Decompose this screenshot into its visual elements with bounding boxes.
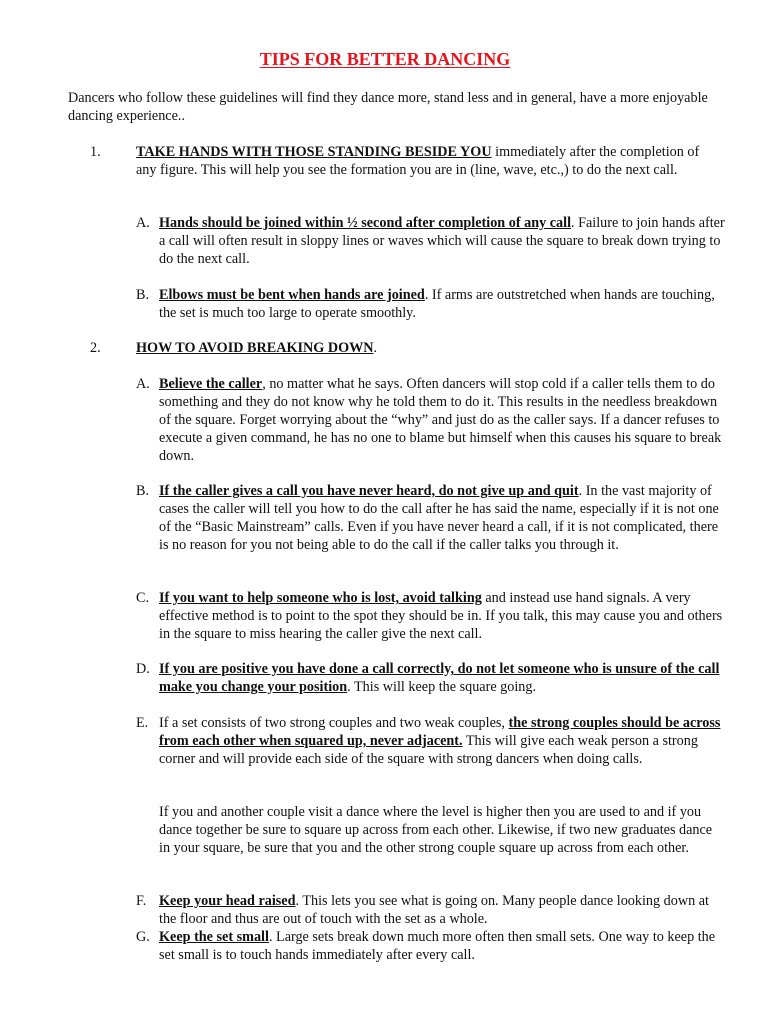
list-item [136,660,726,696]
list-item [136,714,726,768]
item-heading: the strong couples should be across from each other when squared up, never adjacent. [159,715,721,749]
item-letter: B. [136,483,150,499]
item-extra-paragraph: If you and another couple visit a dance where the level is higher then you are used to and if you dance together be sure to square up across from each other. Likewise, if two new graduates dance in your square, be sure that you and the other strong couple square up across from each other. [159,804,713,856]
item-heading: Believe the caller [159,376,263,392]
item-body: . In the vast majority of cases the caller will tell you how to do the call after he has said the name, especially if it is not one of the “Basic Mainstream” calls. Even if you have never heard a call, if it is not complicated, there is no reason for you not being able to do the call if the caller talks you through it. [159,483,719,553]
item-heading: Elbows must be bent when hands are joined [159,287,425,303]
item-heading: If the caller gives a call you have never heard, do not give up and quit [159,483,579,499]
section-2 [68,339,718,357]
section-heading: TAKE HANDS WITH THOSE STANDING BESIDE YOU [136,144,492,160]
item-body: . This lets you see what is going on. Many people dance looking down at the floor and thus are out of touch with the set as a whole. [159,893,709,927]
list-item [136,589,726,643]
item-heading: If you want to help someone who is lost, avoid talking [159,590,482,606]
item-body: . If arms are outstretched when hands are touching, the set is much too large to operate smoothly. [159,287,715,321]
section-body: immediately after the completion of any figure. This will help you see the formation you are in (line, wave, etc.,) to do the next call. [136,144,700,178]
section-heading: HOW TO AVOID BREAKING DOWN [136,340,374,356]
section-body: . [373,340,378,356]
item-heading: Keep the set small [159,929,269,945]
section-1 [68,143,718,179]
item-body: . Failure to join hands after a call will often result in sloppy lines or waves which will cause the square to break down trying to do the next call. [159,215,725,267]
section-number: 2. [90,340,101,356]
item-pre: If a set consists of two strong couples and two weak couples, [159,715,509,731]
intro-paragraph: Dancers who follow these guidelines will find they dance more, stand less and in general, have a more enjoyable dancing experience.. [68,90,708,124]
item-letter: A. [136,215,150,231]
item-letter: D. [136,661,150,677]
item-letter: A. [136,376,150,392]
item-letter: G. [136,929,150,945]
item-letter: B. [136,287,150,303]
item-heading: Keep your head raised [159,893,296,909]
item-body: , no matter what he says. Often dancers will stop cold if a caller tells them to do something and they do not know why he told them to do it. This results in the needless breakdown of the square. Forget worrying about the “why” and just do as the caller says. If a dancer refuses to execute a given command, he has no one to blame but himself when this causes his square to break down. [159,376,722,464]
item-body: This will give each weak person a strong corner and will provide each side of the square with strong dancers when doing calls. [159,733,698,767]
item-letter: C. [136,590,150,606]
item-heading: If you are positive you have done a call correctly, do not let someone who is unsure of the call make you change your position [159,661,720,695]
item-letter: E. [136,715,149,731]
page-title: TIPS FOR BETTER DANCING [259,49,511,69]
list-item [136,214,726,268]
section-text [136,143,718,179]
item-body: . This will keep the square going. [347,679,537,695]
list-item [136,928,726,964]
item-heading: Hands should be joined within ½ second after completion of any call [159,215,572,231]
list-item [136,375,726,465]
item-letter: F. [136,893,147,909]
item-body: and instead use hand signals. A very effective method is to point to the spot they should be in. If you talk, this may cause you and others in the square to miss hearing the caller give the next call. [159,590,723,642]
section-text [136,339,718,357]
list-item [136,892,726,928]
list-item [136,482,726,554]
item-body: . Large sets break down much more often then small sets. One way to keep the set small is to touch hands immediately after every call. [159,929,716,963]
section-number: 1. [90,144,101,160]
list-item [136,286,726,322]
